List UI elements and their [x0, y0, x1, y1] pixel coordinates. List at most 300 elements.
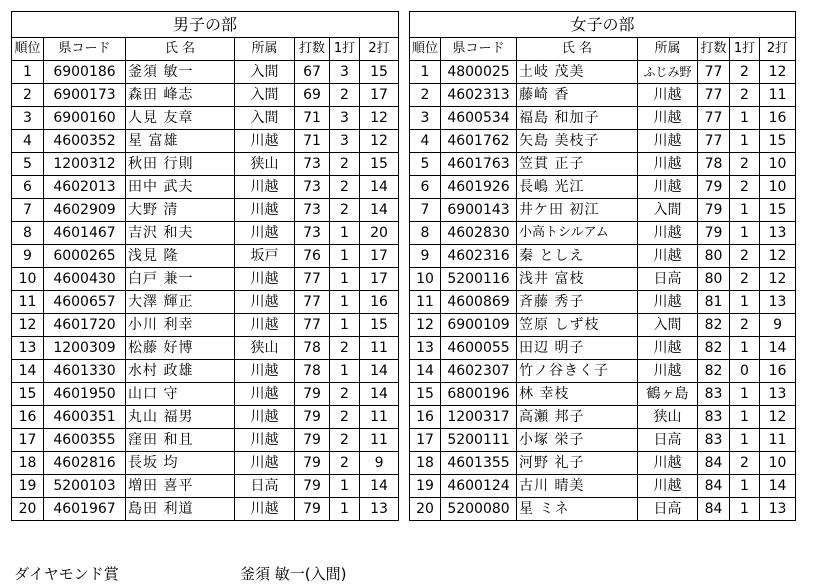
men-cell-rank: 20 [12, 498, 44, 521]
women-cell-rank: 18 [410, 452, 441, 475]
men-cell-pref-code: 4600355 [44, 429, 126, 452]
women-cell-name: 矢島 美枝子 [517, 130, 638, 153]
table-row [12, 360, 399, 383]
women-cell-pref-code: 4601355 [441, 452, 517, 475]
women-cell-second-putt: 11 [760, 429, 796, 452]
women-cell-second-putt: 12 [760, 268, 796, 291]
women-cell-name: 小高トシルアム [517, 222, 638, 245]
women-cell-rank: 14 [410, 360, 441, 383]
men-cell-second-putt: 13 [360, 498, 399, 521]
men-cell-pref-code: 4600352 [44, 130, 126, 153]
table-row [12, 314, 399, 337]
men-cell-strokes: 73 [295, 153, 330, 176]
men-cell-first-putt: 1 [330, 222, 360, 245]
women-cell-club: 鶴ヶ島 [638, 383, 698, 406]
women-cell-second-putt: 10 [760, 452, 796, 475]
men-cell-pref-code: 6900186 [44, 61, 126, 84]
women-cell-name: 笠原 しず枝 [517, 314, 638, 337]
table-row [12, 268, 399, 291]
men-cell-club: 狭山 [235, 337, 295, 360]
women-cell-second-putt: 12 [760, 61, 796, 84]
men-cell-name: 大野 清 [126, 199, 235, 222]
men-cell-first-putt: 1 [330, 291, 360, 314]
men-cell-strokes: 73 [295, 176, 330, 199]
men-cell-club: 川越 [235, 291, 295, 314]
men-header-second-putt: 2打 [360, 38, 399, 61]
women-cell-first-putt: 2 [730, 84, 760, 107]
men-cell-strokes: 71 [295, 130, 330, 153]
women-cell-rank: 5 [410, 153, 441, 176]
men-cell-pref-code: 4601950 [44, 383, 126, 406]
men-cell-name: 島田 利道 [126, 498, 235, 521]
men-cell-rank: 18 [12, 452, 44, 475]
men-cell-club: 川越 [235, 452, 295, 475]
women-cell-name: 斉藤 秀子 [517, 291, 638, 314]
men-results-table [11, 11, 399, 521]
women-header-club: 所属 [638, 38, 698, 61]
men-cell-pref-code: 4601467 [44, 222, 126, 245]
men-cell-first-putt: 2 [330, 383, 360, 406]
women-cell-name: 長嶋 光江 [517, 176, 638, 199]
men-cell-pref-code: 4601330 [44, 360, 126, 383]
men-cell-rank: 17 [12, 429, 44, 452]
women-cell-name: 林 幸枝 [517, 383, 638, 406]
women-cell-club: 川越 [638, 107, 698, 130]
women-cell-name: 星 ミネ [517, 498, 638, 521]
women-cell-second-putt: 13 [760, 498, 796, 521]
men-cell-strokes: 79 [295, 429, 330, 452]
women-cell-name: 古川 晴美 [517, 475, 638, 498]
men-cell-club: 川越 [235, 199, 295, 222]
women-cell-club: 川越 [638, 130, 698, 153]
men-cell-pref-code: 4600351 [44, 406, 126, 429]
men-cell-club: 入間 [235, 84, 295, 107]
men-cell-rank: 2 [12, 84, 44, 107]
men-cell-name: 田中 武夫 [126, 176, 235, 199]
women-cell-name: 秦 としえ [517, 245, 638, 268]
table-row [410, 199, 796, 222]
men-cell-second-putt: 11 [360, 429, 399, 452]
men-rows [12, 61, 399, 521]
men-cell-strokes: 78 [295, 360, 330, 383]
men-cell-club: 川越 [235, 429, 295, 452]
men-header-rank: 順位 [12, 38, 44, 61]
men-cell-first-putt: 1 [330, 314, 360, 337]
table-row [410, 314, 796, 337]
women-cell-first-putt: 2 [730, 452, 760, 475]
award-label: ダイヤモンド賞 [14, 565, 119, 583]
table-row [12, 429, 399, 452]
women-cell-second-putt: 12 [760, 406, 796, 429]
women-cell-second-putt: 14 [760, 475, 796, 498]
table-row [12, 245, 399, 268]
women-cell-first-putt: 1 [730, 475, 760, 498]
women-cell-second-putt: 10 [760, 176, 796, 199]
women-cell-strokes: 83 [698, 383, 730, 406]
women-cell-club: 川越 [638, 245, 698, 268]
table-row [410, 176, 796, 199]
women-cell-pref-code: 6800196 [441, 383, 517, 406]
men-cell-name: 星 富雄 [126, 130, 235, 153]
women-cell-pref-code: 4601926 [441, 176, 517, 199]
men-cell-second-putt: 20 [360, 222, 399, 245]
women-cell-rank: 16 [410, 406, 441, 429]
women-cell-name: 小塚 栄子 [517, 429, 638, 452]
men-cell-first-putt: 1 [330, 268, 360, 291]
table-row [410, 222, 796, 245]
table-row [12, 153, 399, 176]
women-cell-second-putt: 9 [760, 314, 796, 337]
men-cell-name: 増田 喜平 [126, 475, 235, 498]
women-cell-first-putt: 1 [730, 222, 760, 245]
women-cell-rank: 15 [410, 383, 441, 406]
women-cell-first-putt: 1 [730, 429, 760, 452]
men-cell-first-putt: 1 [330, 475, 360, 498]
women-cell-strokes: 77 [698, 84, 730, 107]
women-cell-rank: 13 [410, 337, 441, 360]
women-cell-club: 川越 [638, 291, 698, 314]
men-cell-second-putt: 14 [360, 360, 399, 383]
women-cell-pref-code: 1200317 [441, 406, 517, 429]
men-cell-second-putt: 17 [360, 245, 399, 268]
men-cell-pref-code: 4600430 [44, 268, 126, 291]
men-cell-first-putt: 2 [330, 452, 360, 475]
women-cell-name: 竹ノ谷きく子 [517, 360, 638, 383]
men-cell-pref-code: 6000265 [44, 245, 126, 268]
men-cell-strokes: 73 [295, 222, 330, 245]
men-cell-second-putt: 11 [360, 406, 399, 429]
men-cell-club: 川越 [235, 360, 295, 383]
men-cell-second-putt: 15 [360, 314, 399, 337]
table-row [410, 429, 796, 452]
men-cell-rank: 1 [12, 61, 44, 84]
women-cell-rank: 1 [410, 61, 441, 84]
women-cell-pref-code: 4600055 [441, 337, 517, 360]
men-cell-strokes: 67 [295, 61, 330, 84]
table-row [12, 61, 399, 84]
women-cell-first-putt: 1 [730, 199, 760, 222]
women-cell-rank: 11 [410, 291, 441, 314]
women-cell-rank: 20 [410, 498, 441, 521]
women-cell-pref-code: 4601762 [441, 130, 517, 153]
women-cell-rank: 6 [410, 176, 441, 199]
women-cell-name: 井ケ田 初江 [517, 199, 638, 222]
women-cell-club: 日高 [638, 429, 698, 452]
women-rows [410, 61, 796, 521]
women-cell-strokes: 84 [698, 498, 730, 521]
men-cell-name: 松藤 好博 [126, 337, 235, 360]
men-cell-rank: 11 [12, 291, 44, 314]
women-cell-first-putt: 2 [730, 61, 760, 84]
women-cell-rank: 17 [410, 429, 441, 452]
women-cell-strokes: 83 [698, 429, 730, 452]
women-cell-strokes: 81 [698, 291, 730, 314]
men-cell-strokes: 79 [295, 383, 330, 406]
women-cell-pref-code: 4602830 [441, 222, 517, 245]
men-cell-club: 川越 [235, 176, 295, 199]
women-cell-strokes: 84 [698, 452, 730, 475]
men-cell-name: 山口 守 [126, 383, 235, 406]
men-cell-rank: 14 [12, 360, 44, 383]
women-cell-first-putt: 1 [730, 130, 760, 153]
women-cell-name: 土岐 茂美 [517, 61, 638, 84]
women-cell-second-putt: 15 [760, 199, 796, 222]
table-row [410, 383, 796, 406]
men-cell-name: 小川 利幸 [126, 314, 235, 337]
men-cell-second-putt: 15 [360, 61, 399, 84]
women-cell-strokes: 80 [698, 268, 730, 291]
men-cell-strokes: 71 [295, 107, 330, 130]
women-cell-strokes: 80 [698, 245, 730, 268]
men-cell-pref-code: 4602909 [44, 199, 126, 222]
women-cell-club: 川越 [638, 153, 698, 176]
women-cell-rank: 3 [410, 107, 441, 130]
men-cell-strokes: 77 [295, 268, 330, 291]
women-cell-pref-code: 6900109 [441, 314, 517, 337]
women-cell-rank: 7 [410, 199, 441, 222]
men-cell-first-putt: 2 [330, 337, 360, 360]
women-cell-rank: 8 [410, 222, 441, 245]
women-cell-pref-code: 4602313 [441, 84, 517, 107]
men-cell-second-putt: 9 [360, 452, 399, 475]
table-row [410, 84, 796, 107]
table-row [12, 130, 399, 153]
men-cell-name: 白戸 兼一 [126, 268, 235, 291]
women-cell-first-putt: 0 [730, 360, 760, 383]
women-cell-first-putt: 1 [730, 291, 760, 314]
men-cell-rank: 10 [12, 268, 44, 291]
men-cell-strokes: 79 [295, 406, 330, 429]
women-cell-name: 河野 礼子 [517, 452, 638, 475]
men-header-row [12, 38, 399, 61]
women-cell-club: ふじみ野 [638, 61, 698, 84]
men-cell-first-putt: 2 [330, 84, 360, 107]
table-row [410, 130, 796, 153]
men-cell-second-putt: 11 [360, 337, 399, 360]
men-cell-first-putt: 1 [330, 498, 360, 521]
men-cell-pref-code: 5200103 [44, 475, 126, 498]
women-cell-strokes: 79 [698, 199, 730, 222]
men-cell-club: 日高 [235, 475, 295, 498]
women-cell-second-putt: 12 [760, 245, 796, 268]
table-row [410, 498, 796, 521]
women-cell-second-putt: 16 [760, 360, 796, 383]
women-header-row [410, 38, 796, 61]
table-row [410, 153, 796, 176]
women-cell-club: 入間 [638, 199, 698, 222]
men-cell-name: 吉沢 和夫 [126, 222, 235, 245]
men-header-first-putt: 1打 [330, 38, 360, 61]
table-row [12, 498, 399, 521]
men-cell-second-putt: 12 [360, 107, 399, 130]
men-cell-first-putt: 2 [330, 176, 360, 199]
men-cell-first-putt: 1 [330, 245, 360, 268]
women-cell-name: 藤崎 香 [517, 84, 638, 107]
women-cell-second-putt: 15 [760, 130, 796, 153]
men-cell-name: 浅見 隆 [126, 245, 235, 268]
women-cell-strokes: 77 [698, 130, 730, 153]
table-row [12, 475, 399, 498]
table-row [410, 61, 796, 84]
men-cell-rank: 5 [12, 153, 44, 176]
men-header-pref-code: 県コード [44, 38, 126, 61]
men-cell-strokes: 77 [295, 291, 330, 314]
women-cell-rank: 2 [410, 84, 441, 107]
award-winner: 釜須 敏一(入間) [240, 565, 347, 583]
women-cell-rank: 9 [410, 245, 441, 268]
women-cell-pref-code: 6900143 [441, 199, 517, 222]
men-cell-second-putt: 14 [360, 199, 399, 222]
men-cell-rank: 6 [12, 176, 44, 199]
men-cell-first-putt: 2 [330, 429, 360, 452]
women-cell-rank: 10 [410, 268, 441, 291]
men-cell-name: 釜須 敏一 [126, 61, 235, 84]
men-cell-second-putt: 14 [360, 475, 399, 498]
men-cell-pref-code: 6900173 [44, 84, 126, 107]
men-cell-first-putt: 2 [330, 406, 360, 429]
men-cell-pref-code: 1200309 [44, 337, 126, 360]
men-cell-rank: 8 [12, 222, 44, 245]
women-cell-club: 狭山 [638, 406, 698, 429]
men-cell-second-putt: 15 [360, 153, 399, 176]
men-cell-strokes: 79 [295, 475, 330, 498]
table-row [12, 452, 399, 475]
table-row [12, 107, 399, 130]
women-cell-name: 福島 和加子 [517, 107, 638, 130]
men-cell-second-putt: 17 [360, 84, 399, 107]
men-cell-club: 入間 [235, 107, 295, 130]
women-cell-first-putt: 2 [730, 245, 760, 268]
men-cell-rank: 3 [12, 107, 44, 130]
women-cell-first-putt: 1 [730, 406, 760, 429]
women-cell-first-putt: 2 [730, 153, 760, 176]
women-cell-rank: 4 [410, 130, 441, 153]
women-cell-strokes: 77 [698, 61, 730, 84]
women-header-rank: 順位 [410, 38, 441, 61]
men-cell-club: 川越 [235, 406, 295, 429]
men-cell-rank: 7 [12, 199, 44, 222]
men-cell-name: 人見 友章 [126, 107, 235, 130]
women-cell-strokes: 79 [698, 222, 730, 245]
women-cell-pref-code: 4600124 [441, 475, 517, 498]
women-cell-name: 笠貫 正子 [517, 153, 638, 176]
men-cell-pref-code: 4601720 [44, 314, 126, 337]
women-cell-strokes: 78 [698, 153, 730, 176]
men-cell-name: 窪田 和且 [126, 429, 235, 452]
table-row [410, 360, 796, 383]
women-cell-first-putt: 2 [730, 176, 760, 199]
men-cell-first-putt: 2 [330, 153, 360, 176]
women-cell-strokes: 84 [698, 475, 730, 498]
table-row [410, 475, 796, 498]
women-cell-club: 日高 [638, 498, 698, 521]
women-cell-second-putt: 13 [760, 383, 796, 406]
men-cell-pref-code: 1200312 [44, 153, 126, 176]
women-cell-first-putt: 2 [730, 314, 760, 337]
women-cell-pref-code: 5200080 [441, 498, 517, 521]
women-cell-second-putt: 13 [760, 222, 796, 245]
women-cell-first-putt: 2 [730, 268, 760, 291]
table-row [410, 107, 796, 130]
women-section-title: 女子の部 [410, 12, 796, 38]
men-cell-club: 川越 [235, 130, 295, 153]
table-row [410, 337, 796, 360]
women-header-first-putt: 1打 [730, 38, 760, 61]
women-cell-club: 川越 [638, 176, 698, 199]
women-cell-club: 川越 [638, 222, 698, 245]
table-row [12, 222, 399, 245]
women-cell-second-putt: 11 [760, 84, 796, 107]
men-cell-first-putt: 3 [330, 130, 360, 153]
men-section-title: 男子の部 [12, 12, 399, 38]
men-cell-club: 坂戸 [235, 245, 295, 268]
men-cell-club: 狭山 [235, 153, 295, 176]
men-cell-rank: 19 [12, 475, 44, 498]
men-cell-name: 長坂 均 [126, 452, 235, 475]
men-cell-strokes: 76 [295, 245, 330, 268]
women-cell-first-putt: 1 [730, 383, 760, 406]
men-cell-pref-code: 4602816 [44, 452, 126, 475]
women-cell-pref-code: 4602316 [441, 245, 517, 268]
women-cell-second-putt: 10 [760, 153, 796, 176]
women-cell-rank: 12 [410, 314, 441, 337]
men-cell-name: 丸山 福男 [126, 406, 235, 429]
women-cell-club: 入間 [638, 314, 698, 337]
women-cell-pref-code: 4601763 [441, 153, 517, 176]
women-cell-club: 川越 [638, 84, 698, 107]
women-cell-strokes: 79 [698, 176, 730, 199]
men-cell-first-putt: 1 [330, 360, 360, 383]
men-cell-second-putt: 12 [360, 130, 399, 153]
table-row [12, 199, 399, 222]
men-cell-name: 水村 政雄 [126, 360, 235, 383]
women-cell-first-putt: 1 [730, 498, 760, 521]
women-cell-second-putt: 14 [760, 337, 796, 360]
women-header-pref-code: 県コード [441, 38, 517, 61]
men-cell-second-putt: 17 [360, 268, 399, 291]
men-cell-name: 森田 峰志 [126, 84, 235, 107]
table-row [410, 268, 796, 291]
men-cell-rank: 15 [12, 383, 44, 406]
men-cell-rank: 9 [12, 245, 44, 268]
women-cell-club: 川越 [638, 452, 698, 475]
women-cell-pref-code: 4602307 [441, 360, 517, 383]
women-cell-pref-code: 4600869 [441, 291, 517, 314]
women-cell-pref-code: 5200116 [441, 268, 517, 291]
women-results-table [409, 11, 796, 521]
men-header-club: 所属 [235, 38, 295, 61]
women-cell-strokes: 82 [698, 337, 730, 360]
men-cell-rank: 4 [12, 130, 44, 153]
women-header-second-putt: 2打 [760, 38, 796, 61]
men-cell-second-putt: 14 [360, 383, 399, 406]
women-cell-club: 川越 [638, 475, 698, 498]
table-row [12, 84, 399, 107]
women-cell-second-putt: 16 [760, 107, 796, 130]
men-cell-club: 川越 [235, 222, 295, 245]
men-cell-first-putt: 3 [330, 61, 360, 84]
women-cell-first-putt: 1 [730, 337, 760, 360]
women-cell-club: 川越 [638, 360, 698, 383]
men-header-name: 氏 名 [126, 38, 235, 61]
women-cell-strokes: 77 [698, 107, 730, 130]
women-header-name: 氏 名 [517, 38, 638, 61]
women-cell-strokes: 82 [698, 314, 730, 337]
men-cell-first-putt: 3 [330, 107, 360, 130]
men-cell-strokes: 79 [295, 452, 330, 475]
men-cell-strokes: 79 [295, 498, 330, 521]
women-cell-second-putt: 13 [760, 291, 796, 314]
